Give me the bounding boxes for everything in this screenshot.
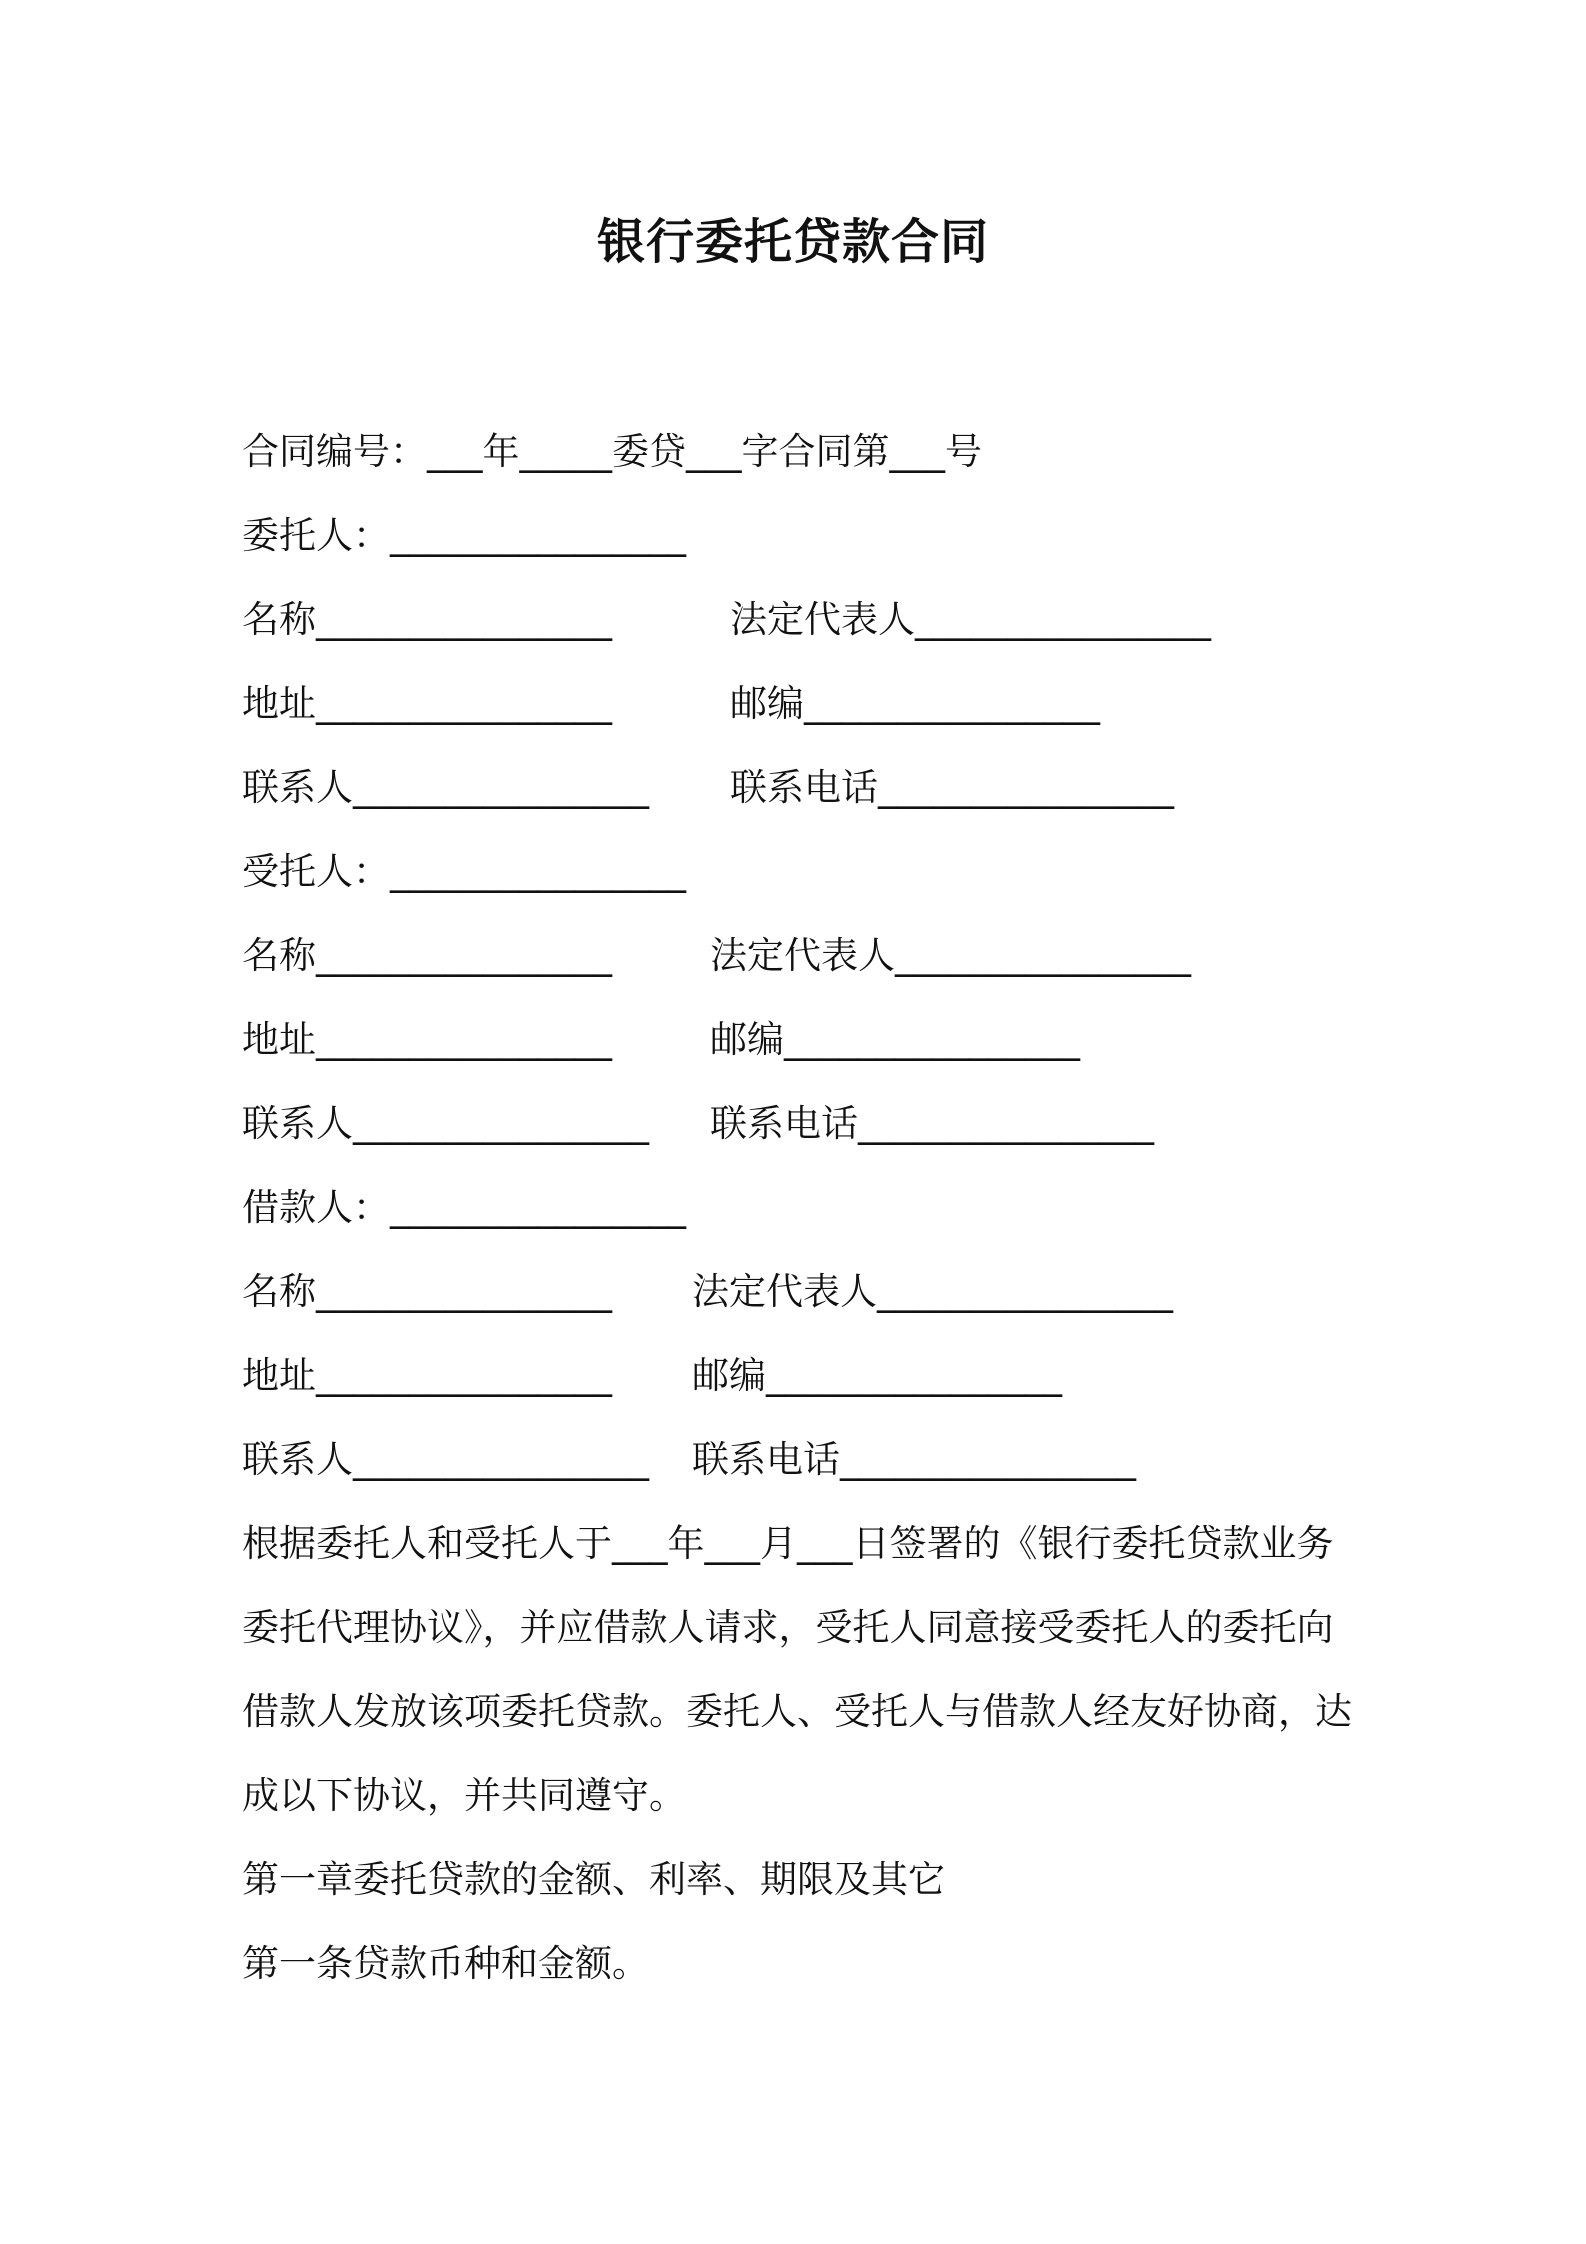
entrustor-heading-row [242, 494, 1362, 578]
borrower-heading: 借款人：________________ [242, 1186, 686, 1229]
contract-number: 合同编号：___年_____委贷___字合同第___号 [242, 430, 982, 473]
document-body [242, 410, 1362, 2006]
trustee-phone: 联系电话________________ [710, 1102, 1154, 1145]
borrower-phone: 联系电话________________ [692, 1438, 1136, 1481]
entrustor-contact: 联系人________________ [242, 766, 649, 809]
entrustor-name: 名称________________ [242, 598, 612, 641]
trustee-heading-row [242, 830, 1362, 914]
borrower-address-row [242, 1334, 1362, 1418]
trustee-address: 地址________________ [242, 1018, 612, 1061]
preamble-line: 成以下协议，并共同遵守。 [242, 1774, 686, 1817]
trustee-contact: 联系人________________ [242, 1102, 649, 1145]
borrower-address: 地址________________ [242, 1354, 612, 1397]
trustee-contact-row [242, 1082, 1362, 1166]
preamble-line: 借款人发放该项委托贷款。委托人、受托人与借款人经友好协商，达 [242, 1690, 1352, 1733]
borrower-name-row [242, 1250, 1362, 1334]
trustee-heading: 受托人：________________ [242, 850, 686, 893]
document-title: 银行委托贷款合同 [596, 214, 989, 270]
entrustor-address-row [242, 662, 1362, 746]
entrustor-address: 地址________________ [242, 682, 612, 725]
entrustor-postcode: 邮编________________ [730, 682, 1100, 725]
borrower-name: 名称________________ [242, 1270, 612, 1313]
borrower-contact: 联系人________________ [242, 1438, 649, 1481]
preamble-paragraph [242, 1502, 1362, 1838]
preamble-line: 根据委托人和受托人于___年___月___日签署的《银行委托贷款业务 [242, 1522, 1334, 1565]
trustee-name: 名称________________ [242, 934, 612, 977]
article-heading-row [242, 1922, 1362, 2006]
entrustor-name-row [242, 578, 1362, 662]
preamble-line: 委托代理协议》，并应借款人请求，受托人同意接受委托人的委托向 [242, 1606, 1334, 1649]
trustee-legal-rep: 法定代表人________________ [710, 934, 1191, 977]
entrustor-phone: 联系电话________________ [730, 766, 1174, 809]
borrower-heading-row [242, 1166, 1362, 1250]
borrower-legal-rep: 法定代表人________________ [692, 1270, 1173, 1313]
chapter-1-heading: 第一章委托贷款的金额、利率、期限及其它 [242, 1858, 945, 1901]
trustee-name-row [242, 914, 1362, 998]
trustee-postcode: 邮编________________ [710, 1018, 1080, 1061]
borrower-postcode: 邮编________________ [692, 1354, 1062, 1397]
chapter-heading-row [242, 1838, 1362, 1922]
entrustor-contact-row [242, 746, 1362, 830]
article-1-heading: 第一条贷款币种和金额。 [242, 1942, 649, 1985]
entrustor-legal-rep: 法定代表人________________ [730, 598, 1211, 641]
entrustor-heading: 委托人：________________ [242, 514, 686, 557]
contract-number-line [242, 410, 1362, 494]
borrower-contact-row [242, 1418, 1362, 1502]
trustee-address-row [242, 998, 1362, 1082]
